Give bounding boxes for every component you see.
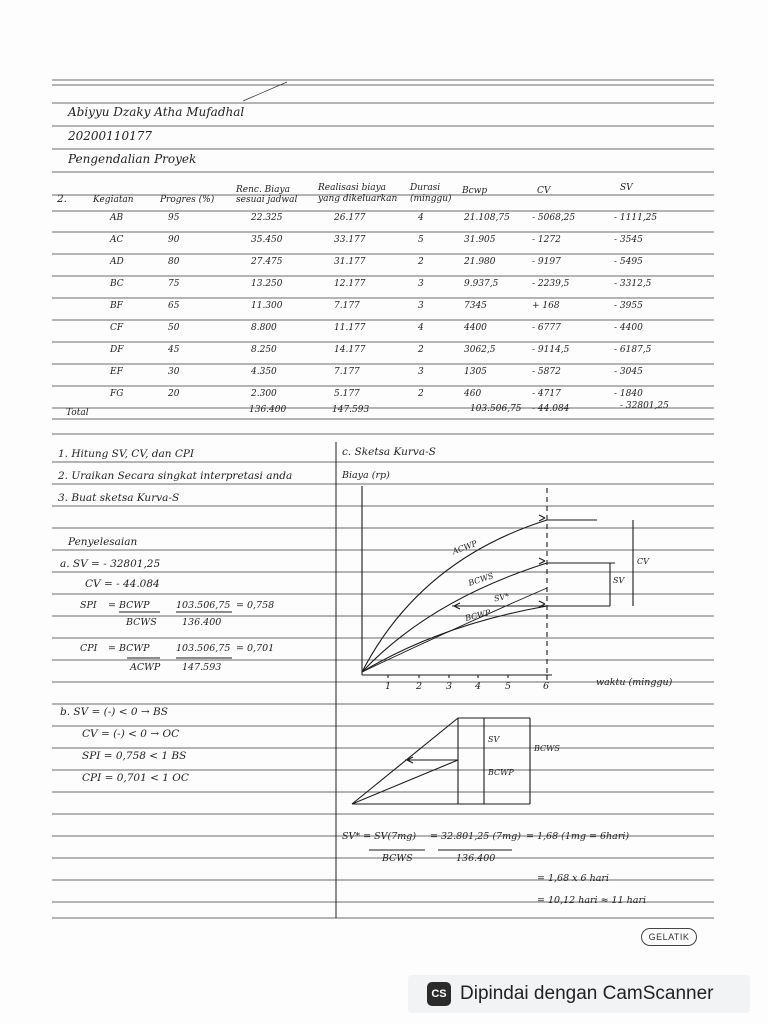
bracket-label-cv: CV [637,557,649,566]
cell-plan: 22.325 [251,213,283,223]
cell-progress: 30 [168,367,180,377]
cell-duration: 4 [418,213,424,223]
cpi-result: = 0,701 [236,643,275,654]
triangle-detail-sketch [352,718,530,804]
header-duration-1: Durasi [410,183,441,193]
header-actual-cost-1: Realisasi biaya [318,183,387,193]
cell-plan: 8.800 [251,323,277,333]
cell-bcwp: 460 [464,389,482,399]
cell-sv: - 3045 [614,367,643,377]
cell-activity: BC [110,279,124,289]
cell-activity: AD [110,257,124,267]
bracket-label-sv: SV [613,576,625,585]
cell-bcwp: 21.980 [464,257,496,267]
cell-actual: 12.177 [334,279,366,289]
question-2: 2. Uraikan Secara singkat interpretasi anda [58,470,293,482]
sketch-y-axis-label: Biaya (rp) [342,470,390,481]
total-bcwp: 103.506,75 [470,404,522,414]
question-number: 2. [57,193,68,205]
cell-plan: 4.350 [251,367,277,377]
formula-rhs-denominator: 136.400 [456,853,496,864]
cell-activity: FG [110,389,124,399]
cell-bcwp: 9.937,5 [464,279,499,289]
spi-denominator: 136.400 [182,617,222,628]
cell-bcwp: 3062,5 [464,345,496,355]
x-tick-label: 3 [446,681,453,692]
cell-duration: 2 [418,389,424,399]
cell-plan: 2.300 [251,389,277,399]
cell-duration: 4 [418,323,424,333]
camscanner-logo-icon: CS [427,982,451,1006]
cell-sv: - 6187,5 [614,345,652,355]
cell-cv: - 2239,5 [532,279,570,289]
cell-progress: 80 [168,257,180,267]
cell-cv: - 5872 [532,367,561,377]
cell-duration: 2 [418,345,424,355]
curve-label-bcws: BCWS [467,571,495,588]
cell-bcwp: 31.905 [464,235,496,245]
cell-plan: 27.475 [251,257,283,267]
cpi-denominator: 147.593 [182,662,222,673]
header-actual-cost-2: yang dikeluarkan [318,194,398,204]
total-sv: - 32801,25 [620,401,669,411]
formula-result: = 1,68 (1mg = 6hari) [526,831,630,842]
cell-bcwp: 21.108,75 [464,213,510,223]
cell-actual: 7.177 [334,367,360,377]
header-sv: SV [620,183,633,193]
cell-sv: - 4400 [614,323,643,333]
cell-bcwp: 7345 [464,301,487,311]
cell-actual: 11.177 [334,323,366,333]
answer-a-sv: a. SV = - 32801,25 [60,558,161,570]
cpi-numerator-label: = BCWP [108,643,150,654]
spi-result: = 0,758 [236,600,275,611]
cell-sv: - 3545 [614,235,643,245]
curve-label-bcwp: BCWP [464,608,492,623]
cell-activity: EF [110,367,123,377]
cell-cv: - 9114,5 [532,345,570,355]
detail-label-sv: SV [488,735,500,744]
formula-lhs-numerator: SV* = SV(7mg) [342,831,417,842]
answer-b-sv: b. SV = (-) < 0 → BS [60,706,168,718]
question-1: 1. Hitung SV, CV, dan CPI [58,448,195,460]
student-id: 20200110177 [68,129,152,143]
sketch-x-axis-label: waktu (minggu) [596,677,673,688]
cell-actual: 33.177 [334,235,366,245]
cell-actual: 14.177 [334,345,366,355]
cell-plan: 35.450 [251,235,283,245]
cell-plan: 13.250 [251,279,283,289]
formula-line-3: = 10,12 hari ≈ 11 hari [537,895,647,906]
cell-progress: 75 [168,279,180,289]
cell-plan: 8.250 [251,345,277,355]
spi-label: SPI [80,600,97,611]
cell-plan: 11.300 [251,301,283,311]
header-plan-cost-1: Renc. Biaya [236,185,290,195]
cell-activity: AB [110,213,124,223]
cell-progress: 95 [168,213,180,223]
answer-b-cv: CV = (-) < 0 → OC [82,728,180,740]
cell-cv: - 6777 [532,323,561,333]
solution-title: Penyelesaian [68,536,138,548]
cell-activity: DF [110,345,124,355]
total-label: Total [66,408,89,418]
formula-rhs-numerator: = 32.801,25 (7mg) [430,831,521,842]
sketch-title: c. Sketsa Kurva-S [342,446,436,458]
cell-sv: - 3312,5 [614,279,652,289]
s-curve-sketch [362,486,633,680]
total-actual: 147.593 [332,405,370,415]
cell-progress: 20 [168,389,180,399]
x-tick-label: 1 [385,681,392,692]
cell-sv: - 5495 [614,257,643,267]
header-plan-cost-2: sesuai jadwal [236,195,298,205]
cpi-denominator-label: ACWP [130,662,161,673]
total-cv: - 44.084 [532,404,570,414]
total-plan: 136.400 [249,405,287,415]
cell-duration: 3 [418,367,424,377]
cell-actual: 26.177 [334,213,366,223]
cell-progress: 50 [168,323,180,333]
cell-activity: AC [110,235,124,245]
formula-lhs-denominator: BCWS [382,853,413,864]
cell-progress: 65 [168,301,180,311]
answer-b-cpi: CPI = 0,701 < 1 OC [82,772,189,784]
answer-b-spi: SPI = 0,758 < 1 BS [82,750,187,762]
spi-denominator-label: BCWS [126,617,157,628]
cell-progress: 90 [168,235,180,245]
camscanner-watermark [408,975,750,1013]
x-tick-label: 4 [475,681,482,692]
cell-activity: CF [110,323,124,333]
student-name: Abiyyu Dzaky Atha Mufadhal [68,105,245,119]
cell-duration: 2 [418,257,424,267]
header-bcwp: Bcwp [462,186,488,196]
cell-bcwp: 1305 [464,367,487,377]
spi-numerator-label: = BCWP [108,600,150,611]
cell-cv: - 9197 [532,257,561,267]
header-progress: Progres (%) [160,195,215,205]
cell-duration: 3 [418,279,424,289]
gelatik-stamp: GELATIK [641,928,697,946]
x-tick-label: 5 [505,681,512,692]
cell-bcwp: 4400 [464,323,487,333]
cell-duration: 3 [418,301,424,311]
cell-sv: - 3955 [614,301,643,311]
camscanner-text: Dipindai dengan CamScanner [460,983,714,1004]
cell-cv: + 168 [532,301,560,311]
cell-actual: 7.177 [334,301,360,311]
answer-a-cv: CV = - 44.084 [85,578,160,590]
cell-sv: - 1111,25 [614,213,658,223]
formula-line-2: = 1,68 x 6 hari [537,873,609,884]
cell-cv: - 1272 [532,235,561,245]
cell-activity: BF [110,301,123,311]
header-duration-2: (minggu) [410,194,452,204]
curve-label-acwp: ACWP [451,538,479,557]
header-cv: CV [537,186,551,196]
x-tick-label: 2 [416,681,423,692]
detail-label-bcwp: BCWP [488,768,514,777]
spi-numerator: 103.506,75 [176,600,231,611]
cell-progress: 45 [168,345,180,355]
question-3: 3. Buat sketsa Kurva-S [58,492,180,504]
cpi-numerator: 103.506,75 [176,643,231,654]
curve-label-sv-star: SV* [493,591,511,604]
cell-cv: - 5068,25 [532,213,576,223]
cell-duration: 5 [418,235,424,245]
course-title: Pengendalian Proyek [68,152,197,166]
x-tick-label: 6 [543,681,550,692]
cell-cv: - 4717 [532,389,561,399]
cpi-label: CPI [80,643,98,654]
cell-actual: 31.177 [334,257,366,267]
detail-label-bcws: BCWS [534,744,560,753]
cell-actual: 5.177 [334,389,360,399]
cell-sv: - 1840 [614,389,643,399]
header-activity: Kegiatan [93,195,134,205]
